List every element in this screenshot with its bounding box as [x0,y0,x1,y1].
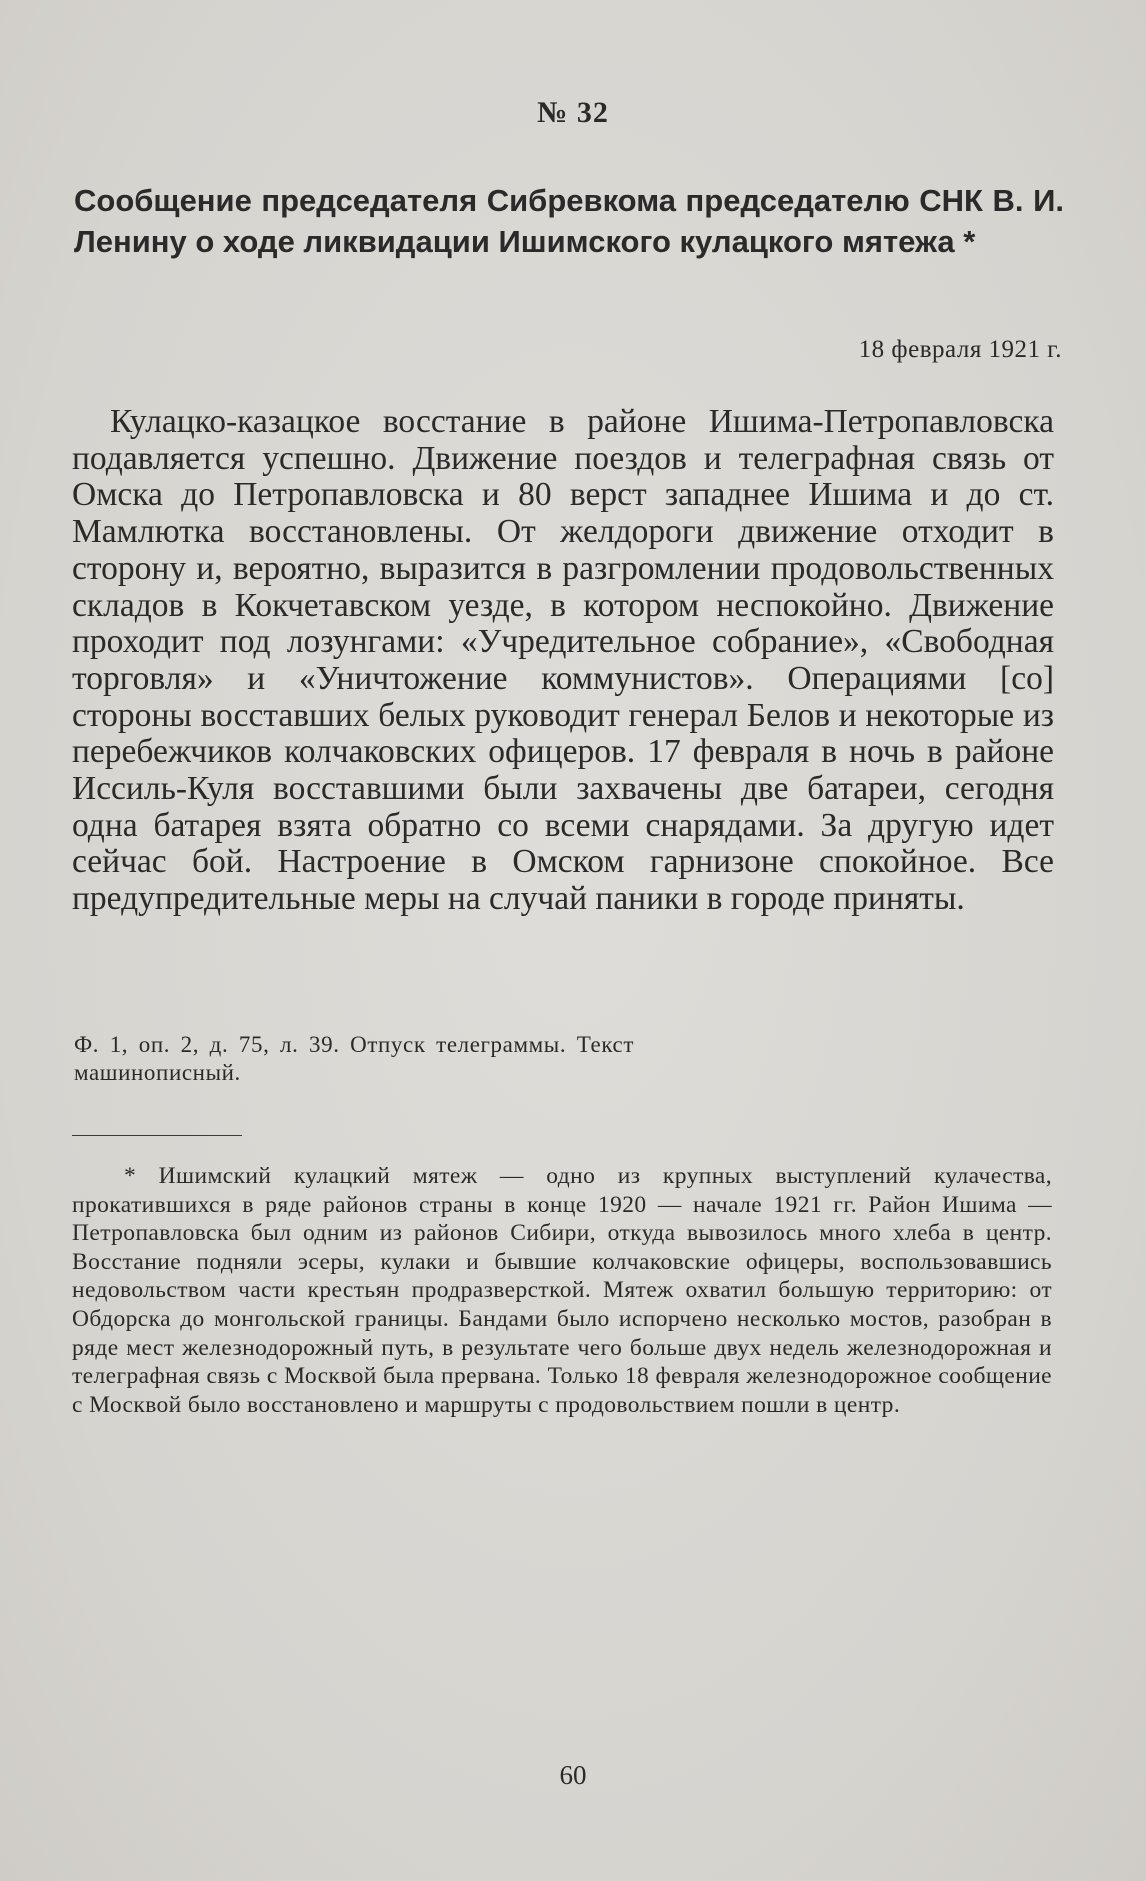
document-date: 18 февраля 1921 г. [858,336,1062,363]
document-body: Кулацко-казацкое восстание в районе Ишима-Петропавловска подавляется успешно. Движение поездов и телеграфная связь от Омска до Петропавловска и 80 верст западнее Ишима и до ст. Мамлютка восстановлены. От желдороги движение отходит в сторону и, вероятно, выразится в разгромлении продовольственных складов в Кокчетавском уезде, в котором неспокойно. Движение проходит под лозунгами: «Учредительное собрание», «Свободная торговля» и «Уничтожение коммунистов». Операциями [со] стороны восставших белых руководит генерал Белов и некоторые из перебежчиков колчаковских офицеров. 17 февраля в ночь в районе Иссиль-Куля восставшими были захвачены две батареи, сегодня одна батарея взята обратно со всеми снарядами. За другую идет сейчас бой. Настроение в Омском гарнизоне спокойное. Все предупредительные меры на случай паники в городе приняты. [72,403,1054,918]
page-number: 60 [559,1760,587,1790]
footnote: * Ишимский кулацкий мятеж — одно из крупных выступлений кулачества, прокатившихся в ряде районов страны в конце 1920 — начале 1921 гг. Район Ишима — Петропавловска был одним из районов Сибири, откуда вывозилось много хлеба в центр. Восстание подняли эсеры, кулаки и бывшие колчаковские офицеры, воспользовавшись недовольством части крестьян продразверсткой. Мятеж охватил большую территорию: от Обдорска до монгольской границы. Бандами было испорчено несколько мостов, разобран в ряде мест железнодорожный путь, в результате чего больше двух недель железнодорожная и телеграфная связь с Москвой была прервана. Только 18 февраля железнодорожное сообщение с Москвой было восстановлено и маршруты с продовольствием пошли в центр. [72,1163,1052,1418]
document-number: № 32 [537,96,609,129]
archival-source: Ф. 1, оп. 2, д. 75, л. 39. Отпуск телеграммы. Текст машинописный. [74,1032,634,1085]
document-title: Сообщение председателя Сибревкома председателю СНК В. И. Ленину о ходе ликвидации Ишимского кулацкого мятежа * [74,183,1064,259]
footnote-divider [72,1135,242,1136]
